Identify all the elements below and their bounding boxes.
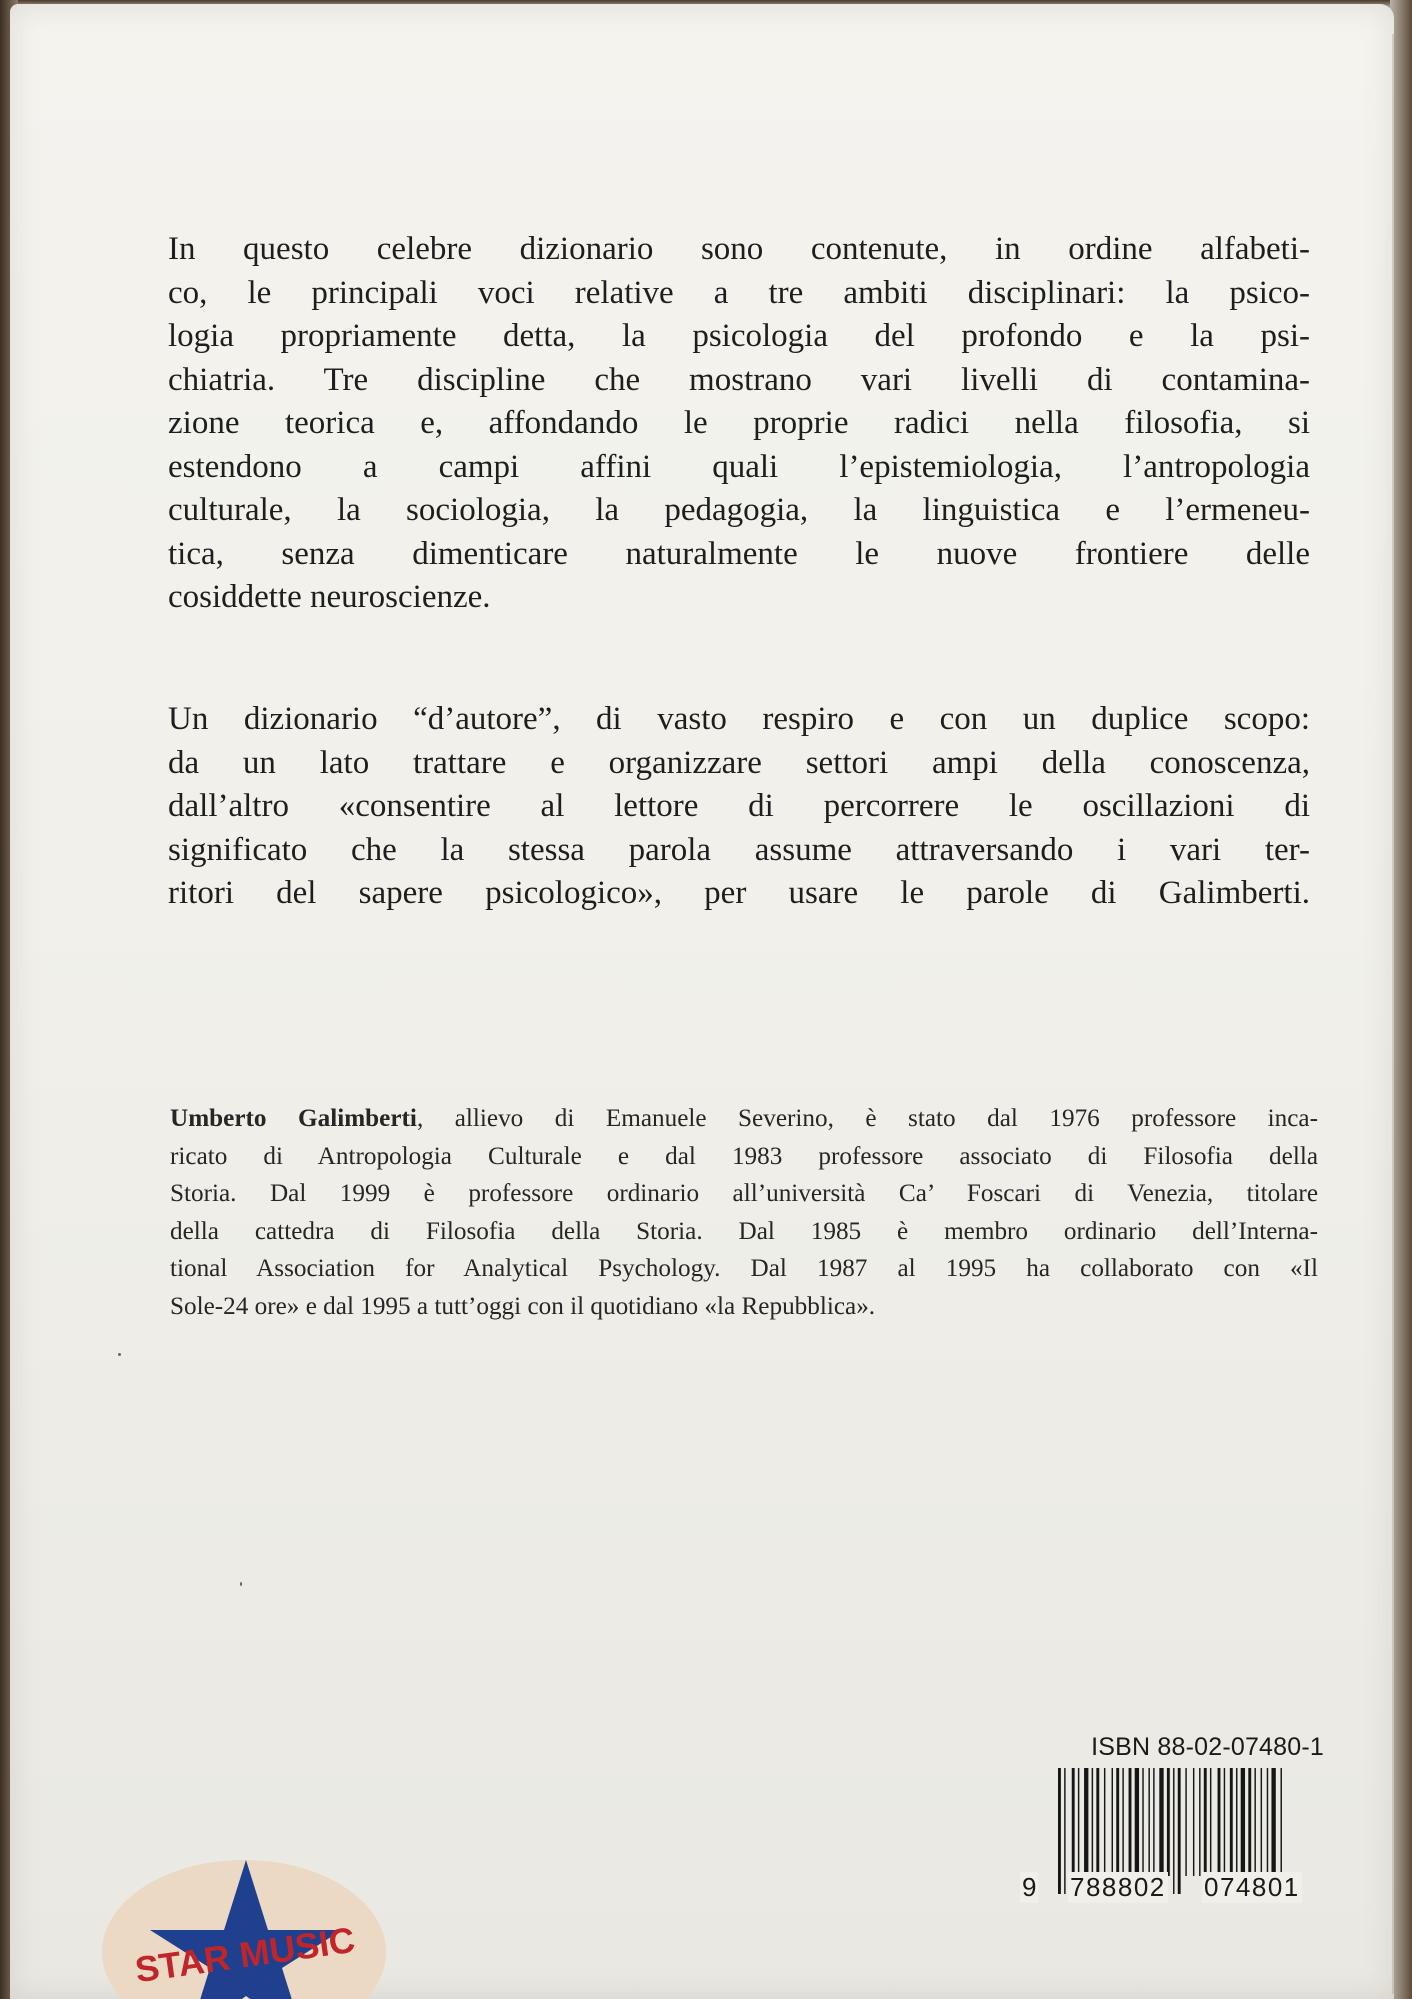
text-line: cosiddette neuroscienze. xyxy=(168,579,491,615)
barcode-bar xyxy=(1122,1768,1123,1876)
barcode-bar xyxy=(1267,1768,1268,1876)
barcode-bar xyxy=(1148,1768,1149,1876)
barcode-bar xyxy=(1129,1768,1132,1876)
description-paragraph-2 xyxy=(168,698,1310,916)
text-line: Un dizionario “d’autore”, di vasto respiro e con un duplice scopo: xyxy=(168,701,1310,737)
text-line: ritori del sapere psicologico», per usare le parole di Galimberti. xyxy=(168,875,1310,911)
barcode-bar xyxy=(1112,1768,1113,1876)
barcode-bar xyxy=(1185,1768,1186,1876)
barcode-bar xyxy=(1210,1768,1211,1876)
barcode-bar xyxy=(1261,1768,1262,1876)
bio-first-line-text: , allievo di Emanuele Severino, è stato dal 1976 professore inca- xyxy=(416,1105,1318,1132)
barcode-bar xyxy=(1153,1768,1154,1876)
text-line: co, le principali voci relative a tre ambiti disciplinari: la psico- xyxy=(168,274,1310,311)
text-line: da un lato trattare e organizzare settori ampi della conoscenza, xyxy=(168,744,1310,781)
speck xyxy=(118,1353,121,1356)
barcode-bar xyxy=(1281,1768,1282,1876)
star-music-sticker xyxy=(96,1852,386,1999)
text-line: estendono a campi affini quali l’epistemiologia, l’antropologia xyxy=(168,448,1310,485)
description-paragraph-1 xyxy=(168,228,1310,620)
text-line: chiatria. Tre discipline che mostrano vari livelli di contamina- xyxy=(168,361,1310,398)
author-bio xyxy=(170,1100,1318,1325)
bio-line: ricato di Antropologia Culturale e dal 1983 professore associato di Filosofia della xyxy=(170,1142,1318,1170)
barcode-bar xyxy=(1193,1768,1194,1876)
barcode-bar xyxy=(1135,1768,1139,1876)
bio-line: della cattedra di Filosofia della Storia. Dal 1985 è membro ordinario dell’Interna- xyxy=(170,1217,1318,1245)
barcode-digit-first: 9 xyxy=(1022,1872,1037,1902)
author-name: Umberto Galimberti xyxy=(170,1105,417,1132)
barcode-digits-left: 788802 xyxy=(1070,1872,1166,1902)
barcode-bar xyxy=(1092,1768,1093,1876)
cover-fold xyxy=(1392,34,1394,1994)
text-line: zione teorica e, affondando le proprie radici nella filosofia, si xyxy=(168,405,1310,441)
text-line: dall’altro «consentire al lettore di percorrere le oscillazioni di xyxy=(168,788,1310,824)
sticker-text: STAR MUSIC xyxy=(132,1918,358,1991)
barcode-bar xyxy=(1167,1768,1170,1876)
barcode-digits-right: 074801 xyxy=(1204,1872,1300,1902)
bio-line: Sole-24 ore» e dal 1995 a tutt’oggi con il quotidiano «la Repubblica». xyxy=(170,1292,876,1320)
barcode-bar xyxy=(1104,1768,1105,1876)
bio-line xyxy=(170,1100,1318,1138)
text-line: logia propriamente detta, la psicologia del profondo e la psi- xyxy=(168,318,1310,354)
barcode-digits xyxy=(1020,1872,1324,1908)
barcode-bar xyxy=(1096,1768,1099,1876)
barcode-bar xyxy=(1271,1768,1275,1876)
barcode-bar xyxy=(1218,1768,1221,1876)
barcode-bar xyxy=(1116,1768,1119,1876)
barcode-bar xyxy=(1248,1768,1251,1876)
barcode-bar xyxy=(1084,1768,1088,1876)
barcode-bar xyxy=(1230,1768,1233,1876)
barcode-bar xyxy=(1241,1768,1245,1876)
isbn-label: ISBN 88-02-07480-1 xyxy=(1091,1733,1324,1761)
bio-line: tional Association for Analytical Psychology. Dal 1987 al 1995 ha collaborato con «Il xyxy=(170,1255,1318,1282)
text-line: tica, senza dimenticare naturalmente le nuove frontiere delle xyxy=(168,535,1310,572)
speck xyxy=(240,1582,242,1586)
text-line: culturale, la sociologia, la pedagogia, la linguistica e l’ermeneu- xyxy=(168,492,1310,528)
barcode-bar xyxy=(1254,1768,1255,1876)
barcode-bar xyxy=(1204,1768,1207,1876)
barcode-bar xyxy=(1072,1768,1075,1876)
barcode-bar xyxy=(1078,1768,1079,1876)
barcode-bar xyxy=(1224,1768,1225,1876)
barcode-bar xyxy=(1142,1768,1143,1876)
text-line: In questo celebre dizionario sono contenute, in ordine alfabeti- xyxy=(168,231,1310,267)
text-line: significato che la stessa parola assume attraversando i vari ter- xyxy=(168,831,1310,868)
barcode-bar xyxy=(1236,1768,1237,1876)
bio-line: Storia. Dal 1999 è professore ordinario all’università Ca’ Foscari di Venezia, titolare xyxy=(170,1180,1318,1207)
barcode-bar xyxy=(1159,1768,1163,1876)
barcode-bar xyxy=(1199,1768,1200,1876)
